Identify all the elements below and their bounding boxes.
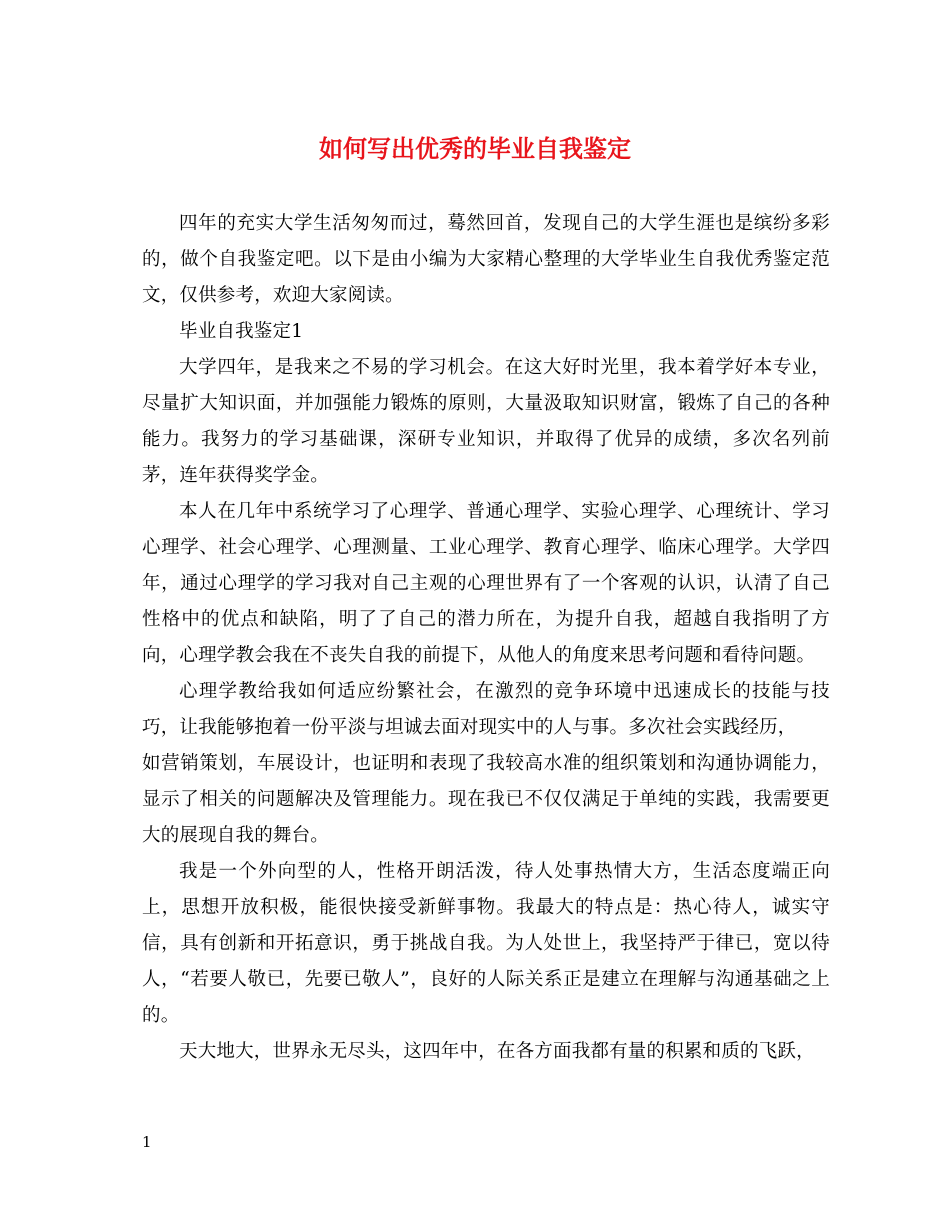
- body-paragraph: 本人在几年中系统学习了心理学、普通心理学、实验心理学、心理统计、学习心理学、社会心理学、心理测量、工业心理学、教育心理学、临床心理学。大学四年，通过心理学的学习我对自己主观的心理世界有了一个客观的认识，认清了自己性格中的优点和缺陷，明了了自己的潜力所在，为提升自我，超越自我指明了方向，心理学教会我在不丧失自我的前提下，从他人的角度来思考问题和看待问题。: [142, 501, 830, 666]
- intro-paragraph: 四年的充实大学生活匆匆而过，蓦然回首，发现自己的大学生涯也是缤纷多彩的，做个自我鉴定吧。以下是由小编为大家精心整理的大学毕业生自我优秀鉴定范文，仅供参考，欢迎大家阅读。: [142, 213, 830, 306]
- page-number: 1: [142, 1133, 152, 1151]
- body-paragraph: 我是一个外向型的人，性格开朗活泼，待人处事热情大方，生活态度端正向上，思想开放积极，能很快接受新鲜事物。我最大的特点是：热心待人，诚实守信，具有创新和开拓意识，勇于挑战自我。为人处世上，我坚持严于律已，宽以待人，“若要人敬已，先要已敬人”，良好的人际关系正是建立在理解与沟通基础之上的。: [142, 861, 830, 1026]
- body-paragraph: 心理学教给我如何适应纷繁社会，在激烈的竞争环境中迅速成长的技能与技巧，让我能够抱着一份平淡与坦诚去面对现实中的人与事。多次社会实践经历，: [142, 681, 830, 738]
- body-paragraph: 天大地大，世界永无尽头，这四年中，在各方面我都有量的积累和质的飞跃，: [179, 1041, 815, 1062]
- body-paragraph: 如营销策划，车展设计，也证明和表现了我较高水准的组织策划和沟通协调能力，显示了相关的问题解决及管理能力。现在我已不仅仅满足于单纯的实践，我需要更大的展现自我的舞台。: [142, 753, 830, 846]
- section-heading: 毕业自我鉴定1: [179, 321, 304, 342]
- body-paragraph: 大学四年，是我来之不易的学习机会。在这大好时光里，我本着学好本专业，尽量扩大知识面，并加强能力锻炼的原则，大量汲取知识财富，锻炼了自己的各种能力。我努力的学习基础课，深研专业知识，并取得了优异的成绩，多次名列前茅，连年获得奖学金。: [142, 357, 830, 486]
- document-body: [142, 206, 830, 1070]
- document-title: 如何写出优秀的毕业自我鉴定: [319, 134, 631, 163]
